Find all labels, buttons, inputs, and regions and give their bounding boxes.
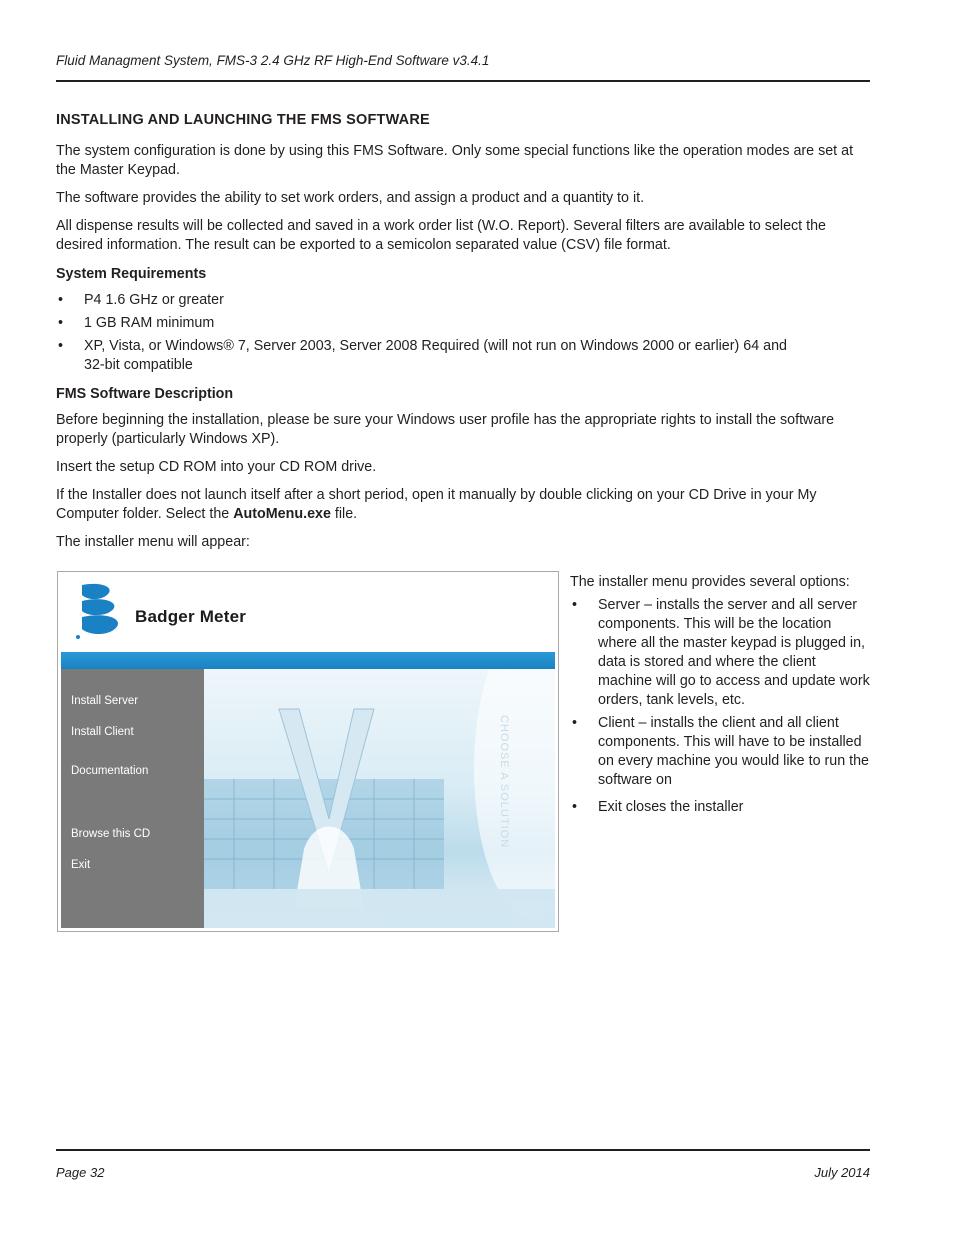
list-item: • 1 GB RAM minimum bbox=[58, 315, 215, 331]
list-item: • Client – installs the client and all client components. This will have to be installed on every machine you would like to run the software on bbox=[572, 715, 869, 788]
installer-menu bbox=[61, 669, 204, 928]
requirements-heading: System Requirements bbox=[56, 266, 207, 282]
running-header: Fluid Managment System, FMS-3 2.4 GHz RF High-End Software v3.4.1 bbox=[56, 53, 490, 68]
footer-date: July 2014 bbox=[814, 1165, 870, 1180]
list-item: • P4 1.6 GHz or greater bbox=[58, 292, 224, 308]
paragraph-automenu: If the Installer does not launch itself after a short period, open it manually by double clicking on your CD Drive in your My Computer folder. Select the AutoMenu.exe file. bbox=[56, 487, 817, 522]
footer-rule bbox=[56, 1149, 870, 1151]
options-intro: The installer menu provides several options: bbox=[570, 574, 850, 590]
page-number: Page 32 bbox=[56, 1165, 105, 1180]
brand-name: Badger Meter bbox=[135, 607, 247, 626]
main-content bbox=[56, 111, 870, 561]
automenu-filename: AutoMenu.exe bbox=[233, 506, 331, 522]
requirements-list bbox=[56, 291, 870, 375]
installer-blue-bar bbox=[61, 652, 555, 669]
header-rule bbox=[56, 80, 870, 82]
menu-browse-cd[interactable]: Browse this CD bbox=[71, 828, 151, 840]
list-item: • Exit closes the installer bbox=[572, 799, 744, 815]
paragraph-work-orders: The software provides the ability to set work orders, and assign a product and a quantity to it. bbox=[56, 190, 645, 206]
splash-caption: CHOOSE A SOLUTION bbox=[498, 715, 510, 849]
paragraph-insert-cd: Insert the setup CD ROM into your CD ROM drive. bbox=[56, 459, 377, 475]
menu-exit[interactable]: Exit bbox=[71, 859, 91, 871]
menu-install-server[interactable]: Install Server bbox=[71, 695, 139, 707]
list-item: • XP, Vista, or Windows® 7, Server 2003, Server 2008 Required (will not run on Windows 2000 or earlier) 64 and 32-bit compatible bbox=[58, 338, 787, 373]
options-description bbox=[570, 573, 870, 825]
menu-documentation[interactable]: Documentation bbox=[71, 765, 149, 777]
section-heading: INSTALLING AND LAUNCHING THE FMS SOFTWARE bbox=[56, 112, 430, 128]
list-item: • Server – installs the server and all server components. This will be the location where all the master keypad is plugged in, data is stored and where the client machine will go to access and update work orders, tank levels, etc. bbox=[572, 597, 870, 708]
installer-splash-image bbox=[204, 669, 555, 928]
menu-install-client[interactable]: Install Client bbox=[71, 726, 134, 738]
installer-screenshot bbox=[57, 571, 559, 932]
description-heading: FMS Software Description bbox=[56, 386, 234, 402]
paragraph-menu-appear: The installer menu will appear: bbox=[56, 534, 250, 550]
paragraph-config: The system configuration is done by using this FMS Software. Only some special functions like the operation modes are set at the Master Keypad. bbox=[56, 143, 854, 178]
badger-meter-logo-icon bbox=[74, 583, 130, 643]
options-list bbox=[570, 596, 870, 817]
installer-logo-area bbox=[61, 575, 555, 652]
paragraph-rights: Before beginning the installation, please be sure your Windows user profile has the appropriate rights to install the software properly (particularly Windows XP). bbox=[56, 412, 835, 447]
paragraph-dispense-results: All dispense results will be collected and saved in a work order list (W.O. Report). Several filters are available to select the desired information. The result can be exported to a semicolon separated value (CSV) file format. bbox=[56, 218, 826, 253]
